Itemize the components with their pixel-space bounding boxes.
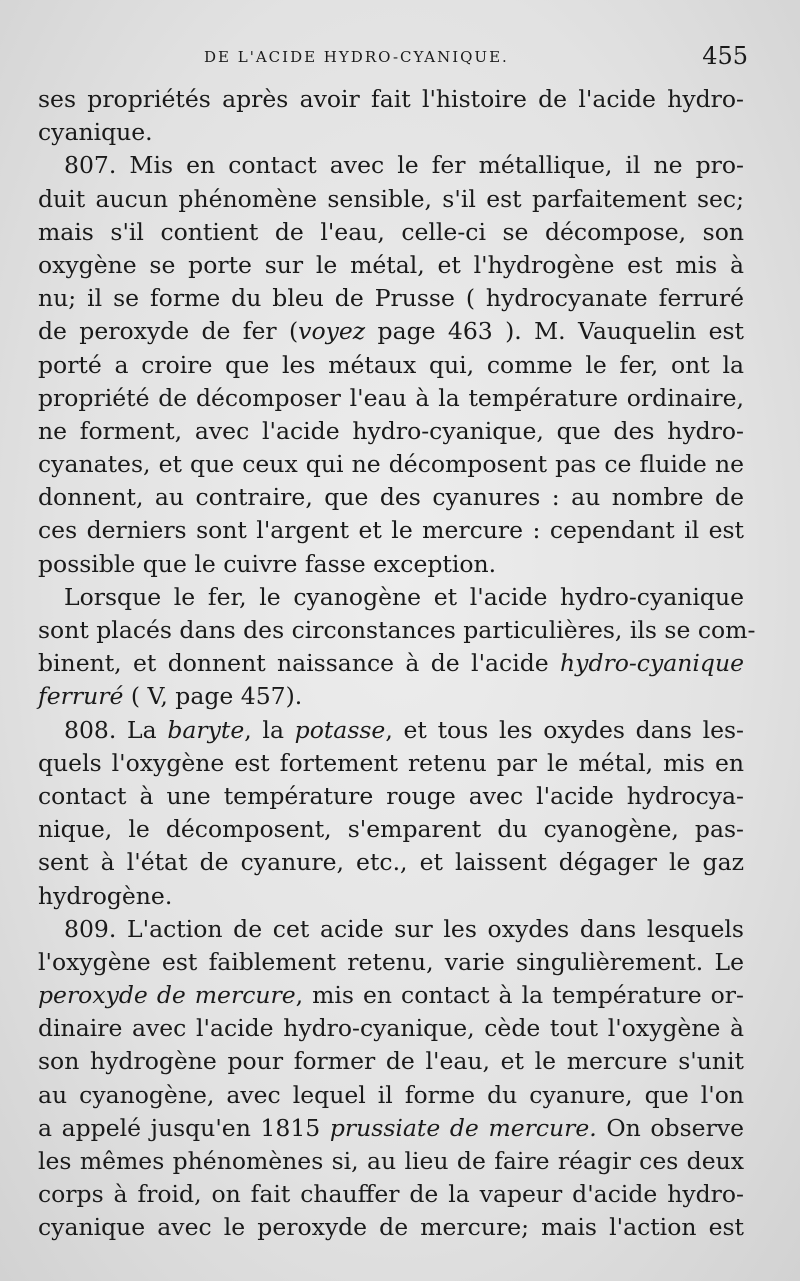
text-line: cyanique avec le peroxyde de mercure; mais l'action est <box>38 1213 744 1242</box>
italic-run: potasse <box>294 715 386 744</box>
text-line: 809. L'action de cet acide sur les oxydes dans lesquels <box>64 914 744 943</box>
text-line: sent à l'état de cyanure, etc., et laissent dégager le gaz <box>38 848 744 877</box>
running-head: DE L'ACIDE HYDRO-CYANIQUE. <box>204 48 509 66</box>
text-line <box>38 315 744 348</box>
page-number: 455 <box>702 42 748 70</box>
text-run: ( V, page 457). <box>123 682 303 711</box>
text-line <box>38 647 744 680</box>
text-run: , et tous les oxydes dans les- <box>385 715 744 744</box>
text-run: a appelé jusqu'en 1815 <box>38 1113 330 1142</box>
text-line: corps à froid, on fait chauffer de la vapeur d'acide hydro- <box>38 1180 744 1209</box>
text-line <box>38 680 744 713</box>
text-line <box>38 1112 744 1145</box>
italic-run: peroxyde de mercure <box>38 981 296 1010</box>
body-text <box>38 83 756 1245</box>
italic-run: prussiate de mercure. <box>329 1113 597 1142</box>
text-line: nique, le décomposent, s'emparent du cyanogène, pas- <box>38 815 744 844</box>
text-line: l'oxygène est faiblement retenu, varie singulièrement. Le <box>38 947 744 976</box>
text-line: contact à une température rouge avec l'acide hydrocya- <box>38 781 744 810</box>
page-header <box>38 42 748 72</box>
text-line: Lorsque le fer, le cyanogène et l'acide hydro-cyanique <box>64 582 744 611</box>
text-line: nu; il se forme du bleu de Prusse ( hydrocyanate ferruré <box>38 284 744 313</box>
text-line: propriété de décomposer l'eau à la température ordinaire, <box>38 383 744 412</box>
text-line: ne forment, avec l'acide hydro-cyanique, que des hydro- <box>38 416 744 445</box>
text-line <box>38 979 744 1012</box>
text-run: 808. La <box>64 715 168 744</box>
text-line: cyanates, et que ceux qui ne décomposent pas ce fluide ne <box>38 450 744 479</box>
italic-run: baryte <box>167 715 245 744</box>
text-line: au cyanogène, avec lequel il forme du cyanure, que l'on <box>38 1080 744 1109</box>
italic-run: voyez <box>298 317 366 346</box>
text-line: donnent, au contraire, que des cyanures : au nombre de <box>38 483 744 512</box>
text-line: sont placés dans des circonstances particulières, ils se com- <box>38 616 756 644</box>
text-run: binent, et donnent naissance à de l'acide <box>38 649 561 678</box>
text-run: , la <box>244 715 295 744</box>
text-line: 807. Mis en contact avec le fer métallique, il ne pro- <box>64 151 744 180</box>
text-line: oxygène se porte sur le métal, et l'hydrogène est mis à <box>38 250 744 279</box>
text-line: ses propriétés après avoir fait l'histoire de l'acide hydro- <box>38 85 744 113</box>
text-line: cyanique. <box>38 118 153 147</box>
text-line: les mêmes phénomènes si, au lieu de faire réagir ces deux <box>38 1147 744 1175</box>
text-line: dinaire avec l'acide hydro-cyanique, cède tout l'oxygène à <box>38 1014 744 1043</box>
text-line <box>38 714 744 747</box>
text-line: mais s'il contient de l'eau, celle-ci se décompose, son <box>38 217 744 246</box>
text-run: On observe <box>596 1113 744 1142</box>
text-line: duit aucun phénomène sensible, s'il est parfaitement sec; <box>38 184 744 213</box>
text-line: quels l'oxygène est fortement retenu par le métal, mis en <box>38 748 744 777</box>
text-run: , mis en contact à la température or- <box>295 981 744 1010</box>
text-line: possible que le cuivre fasse exception. <box>38 549 497 578</box>
text-line: porté a croire que les métaux qui, comme le fer, ont la <box>38 350 744 379</box>
italic-run: ferruré <box>38 682 124 711</box>
text-run: de peroxyde de fer ( <box>38 317 299 346</box>
text-line: hydrogène. <box>38 881 173 910</box>
text-run: page 463 ). M. Vauquelin est <box>365 317 744 346</box>
italic-run: hydro-cyanique <box>560 649 744 678</box>
text-line: son hydrogène pour former de l'eau, et le mercure s'unit <box>38 1047 744 1076</box>
text-line: ces derniers sont l'argent et le mercure : cependant il est <box>38 516 744 545</box>
